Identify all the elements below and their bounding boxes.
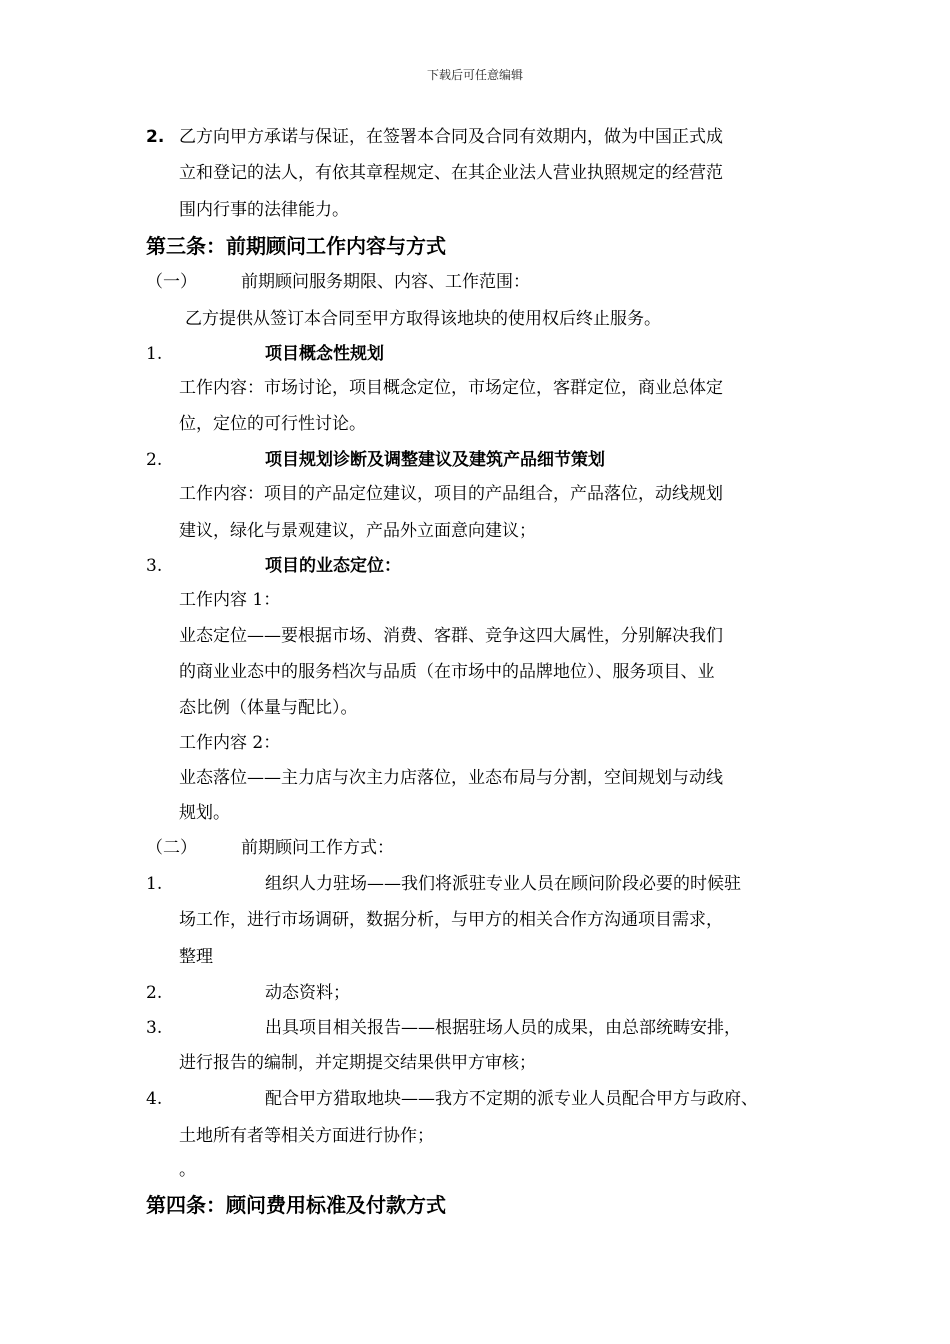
section-title: 前期顾问服务期限、内容、工作范围： xyxy=(241,272,530,292)
paragraph-line: 土地所有者等相关方面进行协作； xyxy=(179,1126,434,1146)
paragraph-line: 配合甲方猎取地块——我方不定期的派专业人员配合甲方与政府、 xyxy=(265,1089,758,1109)
paragraph-line: 业态落位——主力店与次主力店落位，业态布局与分割，空间规划与动线 xyxy=(179,768,723,788)
paragraph-line: 场工作，进行市场调研，数据分析，与甲方的相关合作方沟通项目需求， xyxy=(179,910,723,930)
paragraph-line: 规划。 xyxy=(179,803,230,823)
item-title: 项目概念性规划 xyxy=(265,344,384,364)
paragraph-line: 整理 xyxy=(179,947,213,967)
paragraph-line: 建议，绿化与景观建议，产品外立面意向建议； xyxy=(179,521,536,541)
section-label: （二） xyxy=(146,838,197,858)
item-number: 1. xyxy=(146,874,163,894)
item-number: 2. xyxy=(146,983,163,1003)
item-title: 项目规划诊断及调整建议及建筑产品细节策划 xyxy=(265,450,605,470)
paragraph-line: 工作内容 1： xyxy=(179,590,281,610)
paragraph-line: 围内行事的法律能力。 xyxy=(179,200,349,220)
section-intro: 乙方提供从签订本合同至甲方取得该地块的使用权后终止服务。 xyxy=(185,309,661,329)
item-number: 3. xyxy=(146,556,163,576)
item-number: 3. xyxy=(146,1018,163,1038)
item-number: 4. xyxy=(146,1089,163,1109)
paragraph-line: 态比例（体量与配比）。 xyxy=(179,698,358,718)
paragraph-line: 工作内容 2： xyxy=(179,733,281,753)
article-4-heading: 第四条：顾问费用标准及付款方式 xyxy=(146,1193,446,1217)
paragraph-line: 组织人力驻场——我们将派驻专业人员在顾问阶段必要的时候驻 xyxy=(265,874,741,894)
paragraph-line: 工作内容：市场讨论，项目概念定位，市场定位，客群定位，商业总体定 xyxy=(179,378,723,398)
paragraph-line: 业态定位——要根据市场、消费、客群、竞争这四大属性，分别解决我们 xyxy=(179,626,723,646)
section-title: 前期顾问工作方式： xyxy=(241,838,394,858)
paragraph-line: 出具项目相关报告——根据驻场人员的成果，由总部统畴安排， xyxy=(265,1018,741,1038)
item-number: 1. xyxy=(146,344,163,364)
page-header: 下载后可任意编辑 xyxy=(426,68,523,82)
item-title: 项目的业态定位： xyxy=(265,556,401,576)
paragraph-line: 工作内容：项目的产品定位建议，项目的产品组合，产品落位，动线规划 xyxy=(179,484,723,504)
paragraph-line: 。 xyxy=(179,1160,196,1180)
paragraph-line: 立和登记的法人，有依其章程规定、在其企业法人营业执照规定的经营范 xyxy=(179,163,723,183)
paragraph-line: 位，定位的可行性讨论。 xyxy=(179,414,366,434)
paragraph-line: 乙方向甲方承诺与保证，在签署本合同及合同有效期内，做为中国正式成 xyxy=(179,127,723,147)
paragraph-line: 的商业业态中的服务档次与品质（在市场中的品牌地位）、服务项目、业 xyxy=(179,662,715,682)
paragraph-line: 动态资料； xyxy=(265,983,350,1003)
paragraph-line: 进行报告的编制，并定期提交结果供甲方审核； xyxy=(179,1053,536,1073)
article-3-heading: 第三条：前期顾问工作内容与方式 xyxy=(146,234,446,258)
section-label: （一） xyxy=(146,272,197,292)
item-number: 2. xyxy=(146,450,163,470)
item-number: 2. xyxy=(146,127,165,147)
